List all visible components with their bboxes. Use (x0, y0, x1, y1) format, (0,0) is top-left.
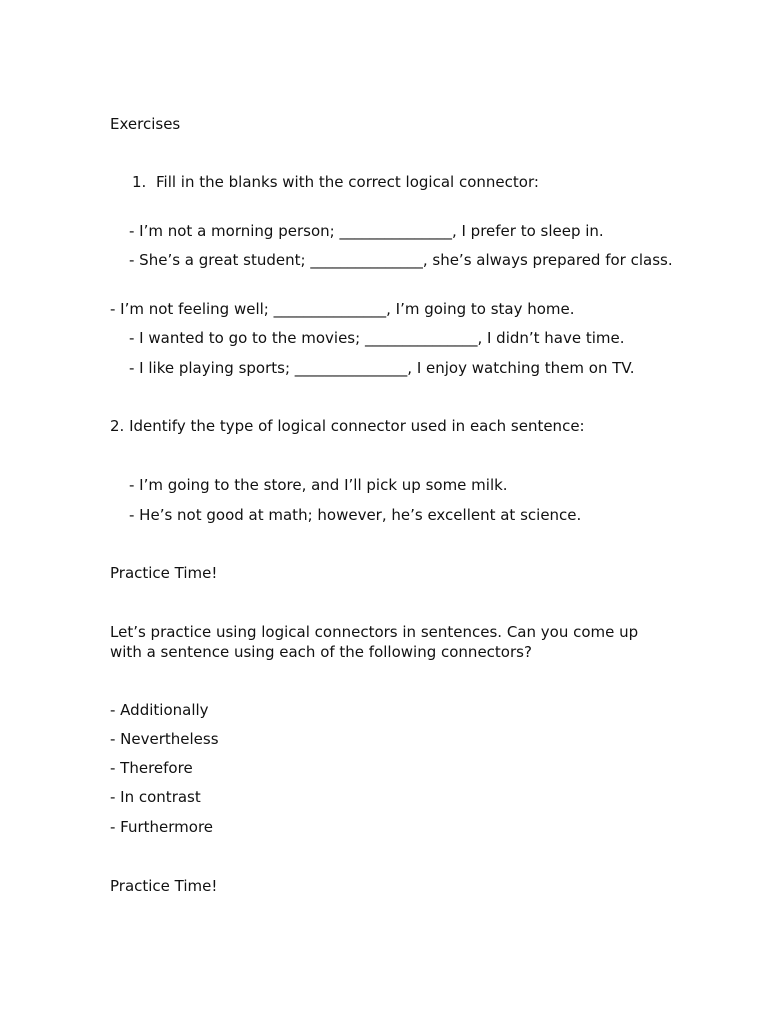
connector-item: - Additionally (110, 701, 209, 719)
exercise-1-item: - I wanted to go to the movies; _______________, I didn’t have time. (129, 329, 625, 347)
exercise-1-item: - I like playing sports; _______________, I enjoy watching them on TV. (129, 359, 635, 377)
exercise-2-item: - I’m going to the store, and I’ll pick up some milk. (129, 476, 508, 494)
connector-item: - Furthermore (110, 818, 214, 836)
document-heading: Exercises (110, 115, 181, 133)
exercise-1-item: - I’m not feeling well; _______________, I’m going to stay home. (110, 300, 575, 318)
exercise-1-item: - She’s a great student; _______________, she’s always prepared for class. (129, 251, 673, 269)
exercise-1-instruction (132, 172, 539, 192)
exercise-2-item: - He’s not good at math; however, he’s excellent at science. (129, 506, 582, 524)
practice-heading: Practice Time! (110, 564, 218, 582)
exercise-1-instruction-text: Fill in the blanks with the correct logical connector: (156, 173, 539, 191)
connector-item: - In contrast (110, 788, 201, 806)
exercise-2-instruction: 2. Identify the type of logical connector used in each sentence: (110, 417, 585, 435)
practice-heading-2: Practice Time! (110, 877, 218, 895)
exercise-1-number: 1. (132, 173, 147, 191)
connector-item: - Therefore (110, 759, 193, 777)
connector-item: - Nevertheless (110, 730, 219, 748)
exercise-1-item: - I’m not a morning person; _______________, I prefer to sleep in. (129, 222, 604, 240)
practice-intro: Let’s practice using logical connectors in sentences. Can you come up with a sentence using each of the following connectors? (110, 623, 643, 661)
